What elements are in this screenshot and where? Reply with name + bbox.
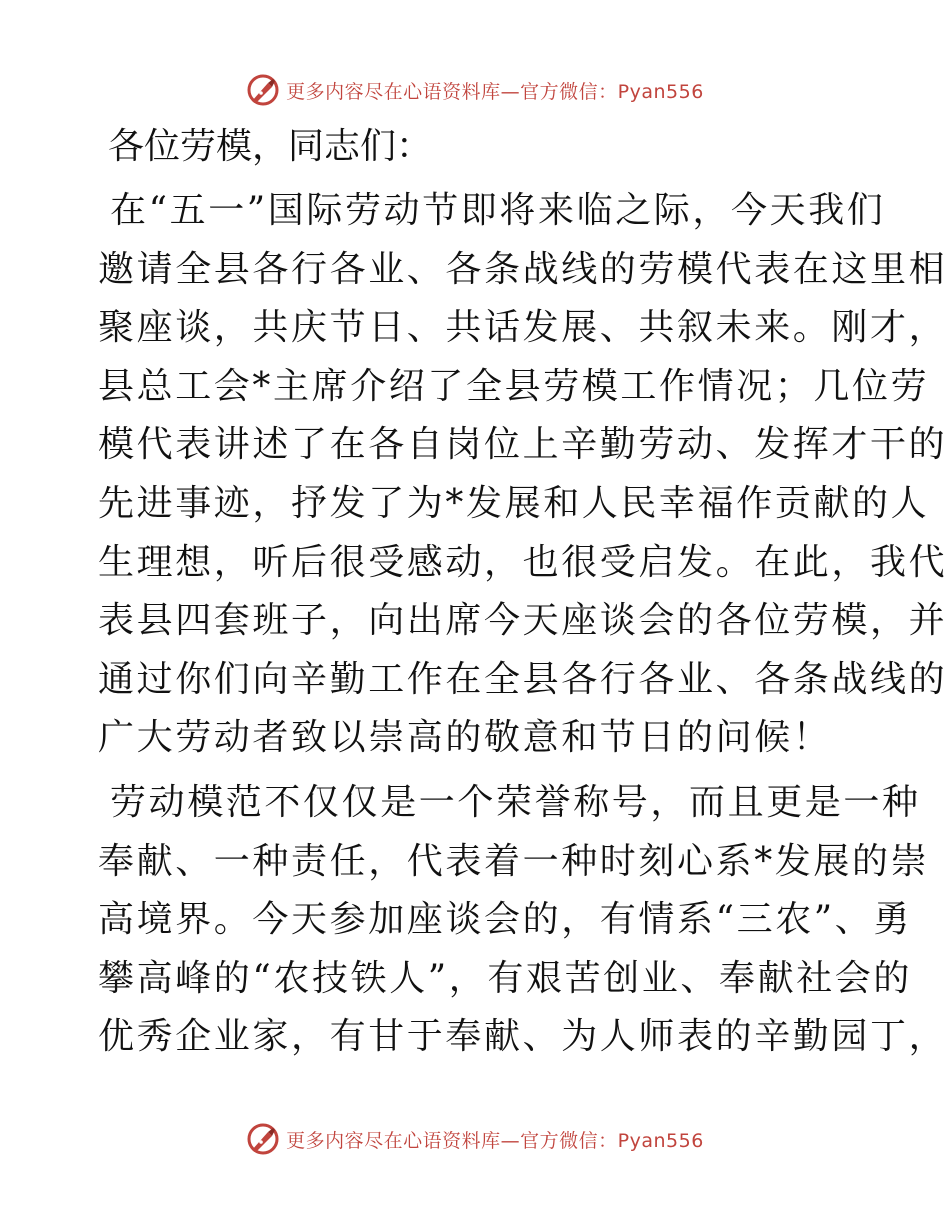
paragraph-1-line: 在“五一”国际劳动节即将来临之际，今天我们 xyxy=(110,190,886,231)
paragraph-1-line: 聚座谈，共庆节日、共话发展、共叙未来。刚才， xyxy=(98,307,948,349)
paragraph-1 xyxy=(98,182,948,768)
header-site-name: 更多内容尽在心语资料库 xyxy=(286,80,501,103)
header-banner xyxy=(0,68,950,112)
footer-wechat-contact: 官方微信：Pyan556 xyxy=(520,1129,704,1152)
pen-nib-logo-icon xyxy=(246,73,280,107)
document-body xyxy=(98,118,948,1067)
paragraph-2-line: 攀高峰的“农技铁人”，有艰苦创业、奉献社会的 xyxy=(98,957,913,999)
header-banner-text xyxy=(286,77,704,104)
header-wechat-contact: 官方微信：Pyan556 xyxy=(520,80,704,103)
footer-dash: — xyxy=(500,1129,521,1152)
paragraph-2-line: 劳动模范不仅仅是一个荣誉称号，而且更是一种 xyxy=(110,781,921,823)
paragraph-1-line: 模代表讲述了在各自岗位上辛勤劳动、发挥才干的 xyxy=(98,424,948,466)
footer-banner xyxy=(0,1117,950,1161)
paragraph-1-line: 广大劳动者致以崇高的敬意和节日的问候！ xyxy=(98,717,832,759)
paragraph-1-line: 县总工会*主席介绍了全县劳模工作情况；几位劳 xyxy=(98,365,930,407)
footer-site-name: 更多内容尽在心语资料库 xyxy=(286,1129,501,1152)
paragraph-1-line: 通过你们向辛勤工作在全县各行各业、各条战线的 xyxy=(98,658,948,700)
salutation: 各位劳模，同志们： xyxy=(108,126,433,167)
paragraph-1-line: 先进事迹，抒发了为*发展和人民幸福作贡献的人 xyxy=(98,482,930,524)
header-banner-inner xyxy=(246,73,704,107)
paragraph-2-line: 优秀企业家，有甘于奉献、为人师表的辛勤园丁， xyxy=(98,1016,948,1058)
footer-banner-inner xyxy=(246,1122,704,1156)
paragraph-1-line: 表县四套班子，向出席今天座谈会的各位劳模，并 xyxy=(98,600,948,642)
header-dash: — xyxy=(500,80,521,103)
paragraph-2-line: 高境界。今天参加座谈会的，有情系“三农”、勇 xyxy=(98,899,913,941)
pen-nib-logo-icon xyxy=(246,1122,280,1156)
paragraph-1-line: 邀请全县各行各业、各条战线的劳模代表在这里相 xyxy=(98,248,948,290)
paragraph-2-line: 奉献、一种责任，代表着一种时刻心系*发展的崇 xyxy=(98,840,930,882)
paragraph-2 xyxy=(98,774,948,1067)
paragraph-1-line: 生理想，听后很受感动，也很受启发。在此，我代 xyxy=(98,541,948,583)
footer-banner-text xyxy=(286,1126,704,1153)
